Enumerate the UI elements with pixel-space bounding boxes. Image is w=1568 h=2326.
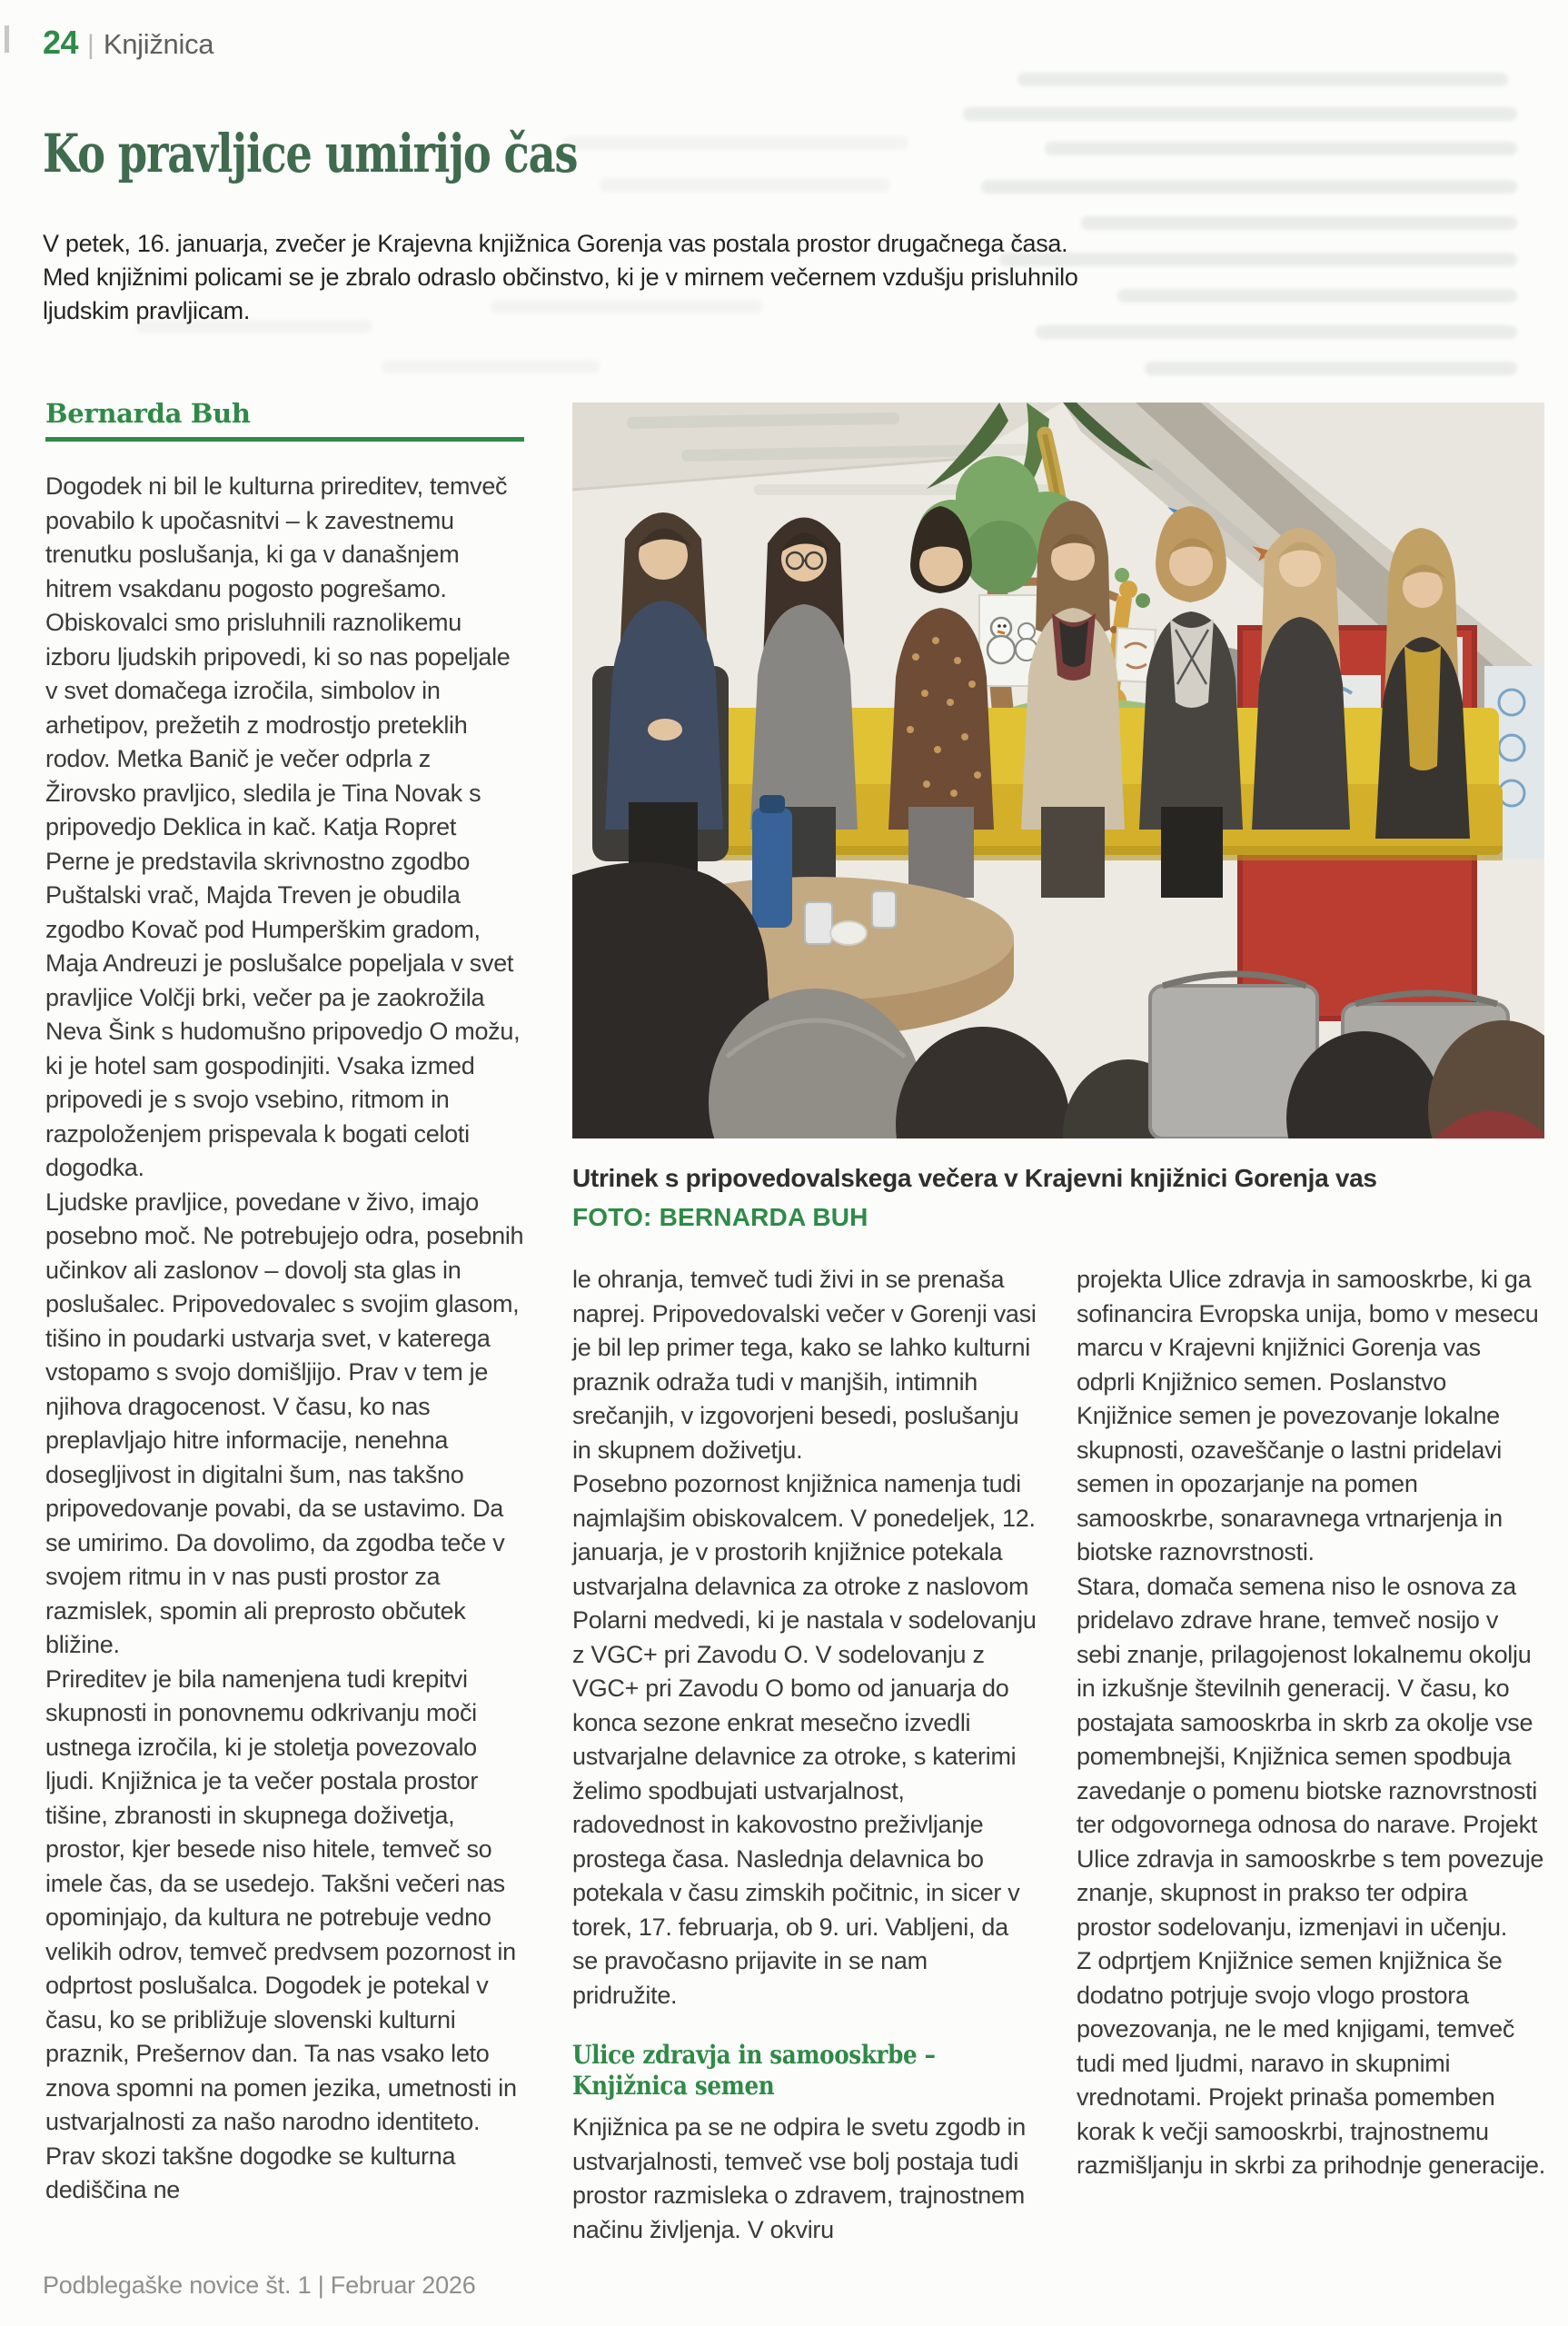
paragraph: Dogodek ni bil le kulturna prireditev, temveč povabilo k upočasnitvi – k zavestnemu trenutku poslušanja, ki ga v današnjem hitrem vsakdanu pogosto pogrešamo.: [45, 472, 508, 602]
scan-artifact: [5, 25, 9, 53]
paragraph: Posebno pozornost knjižnica namenja tudi najmlajšim obiskovalcem. V ponedeljek, 12. januarja, je v prostorih knjižnice potekala ustvarjalna delavnica za otroke z naslovom Polarni medvedi, ki je nastala v sodelovanju z VGC+ pri Zavodu O. V sodelovanju z VGC+ pri Zavodu O bomo od januarja do konca sezone enkrat mesečno izvedli ustvarjalne delavnice za otroke, s katerimi želimo spodbujati ustvarjalnost, radovednost in kakovostno preživljanje prostega časa. Naslednja delavnica bo potekala v času zimskih počitnic, in sicer v torek, 17. februarja, ob 9. uri. Vabljeni, da se pravočasno prijavite in se nam pridružite.: [572, 1470, 1037, 2009]
page-header: [43, 24, 213, 62]
paragraph: le ohranja, temveč tudi živi in se prenaša naprej. Pripovedovalski večer v Gorenji vasi je bil lep primer tega, kako se lahko kulturni praznik odraža tudi v manjših, intimnih srečanjih, v izgovorjeni besedi, poslušanju in skupnem doživetju.: [572, 1266, 1037, 1464]
section-title: Knjižnica: [103, 28, 214, 60]
bleedthrough-artifact: [963, 107, 1517, 121]
page-footer: Podblegaške novice št. 1 | Februar 2026: [43, 2271, 476, 2299]
photo-caption: Utrinek s pripovedovalskega večera v Krajevni knjižnici Gorenja vas: [572, 1164, 1377, 1192]
bleedthrough-artifact: [981, 180, 1517, 194]
author-byline: Bernarda Buh: [45, 398, 251, 429]
bleedthrough-artifact: [1045, 142, 1517, 155]
column-3: [1077, 1263, 1545, 2183]
article-title: Ko pravljice umirijo čas: [43, 122, 578, 184]
bleedthrough-artifact: [382, 360, 600, 373]
paragraph: projekta Ulice zdravja in samooskrbe, ki ga sofinancira Evropska unija, bomo v mesecu marcu v Krajevni knjižnici Gorenja vas odprli Knjižnico semen. Poslanstvo Knjižnice semen je povezovanje lokalne skupnosti, ozaveščanje o lastni pridelavi semen in opozarjanje na pomen samooskrbe, sonaravnega vrtnarjenja in biotske raznovrstnosti.: [1077, 1266, 1539, 1566]
page-number: 24: [43, 24, 79, 61]
column-1: [45, 470, 525, 2208]
paragraph: Ljudske pravljice, povedane v živo, imajo posebno moč. Ne potrebujejo odra, posebnih učinkov ali zaslonov – dovolj sta glas in poslušalec. Pripovedovalec s svojim glasom, tišino in poudarki ustvarja svet, v katerega vstopamo s svojo domišljijo. Prav v tem je njihova dragocenost. V času, ko nas preplavljajo hitre informacije, nenehna dosegljivost in digitalni šum, nas takšno pripovedovanje povabi, da se ustavimo. Da se umirimo. Da dovolimo, da zgodba teče v svojem ritmu in v nas pusti prostor za razmislek, spomin ali preprosto občutek bližine.: [45, 1188, 524, 1658]
paragraph: Knjižnica pa se ne odpira le svetu zgodb in ustvarjalnosti, temveč vse bolj postaja tudi prostor razmisleka o zdravem, trajnostnem načinu življenja. V okviru: [572, 2113, 1026, 2243]
paragraph: Z odprtjem Knjižnice semen knjižnica še dodatno potrjuje svojo vlogo prostora povezovanja, ne le med knjigami, temveč tudi med ljudmi, naravo in skupnimi vrednotami. Projekt prinaša pomemben korak k večji samooskrbi, trajnostnemu razmišljanju in skrbi za prihodnje generacije.: [1077, 1947, 1545, 2179]
article-photo-illustration: [572, 403, 1544, 1138]
bleedthrough-artifact: [1017, 73, 1508, 86]
paragraph: Prireditev je bila namenjena tudi krepitvi skupnosti in ponovnemu odkrivanju moči ustnega izročila, ki je stoletja povezovalo ljudi. Knjižnica je ta večer postala prostor tišine, zbranosti in skupnega doživetja, prostor, kjer besede niso hitele, temveč so imele čas, da se usedejo. Takšni večeri nas opominjajo, da kultura ne potrebuje vedno velikih odrov, temveč predvsem pozornost in odprtost poslušalca. Dogodek je potekal v času, ko se približuje slovenski kulturni praznik, Prešernov dan. Ta nas vsako leto znova spomni na pomen jezika, umetnosti in ustvarjalnosti za našo narodno identiteto. Prav skozi takšne dogodke se kulturna dediščina ne: [45, 1665, 517, 2203]
article-photo: [572, 403, 1544, 1138]
subheading: Ulice zdravja in samooskrbe – Knjižnica semen: [572, 2040, 936, 2101]
header-separator: |: [87, 30, 94, 60]
bleedthrough-artifact: [1081, 216, 1517, 230]
article-lead: V petek, 16. januarja, zvečer je Krajevna knjižnica Gorenja vas postala prostor drugačnega časa. Med knjižnimi policami se je zbralo odraslo občinstvo, ki je v mirnem večernem vzdušju prisluhnilo ljudskim pravljicam.: [43, 230, 1078, 324]
paragraph: Obiskovalci smo prisluhnili raznolikemu izboru ljudskih pripovedi, ki so nas popeljale v svet domačega izročila, simbolov in arhetipov, prežetih z modrostjo preteklih rodov. Metka Banič je večer odprla z Žirovsko pravljico, sledila je Tina Novak s pripovedjo Deklica in kač. Katja Ropret Perne je predstavila skrivnostno zgodbo Puštalski vrač, Majda Treven je obudila zgodbo Kovač pod Humperškim gradom, Maja Andreuzi je poslušalce popeljala v svet pravljice Volčji brki, večer pa je zaokrožila Neva Šink s hudomušno pripovedjo O možu, ki je hotel sam gospodinjiti. Vsaka izmed pripovedi je s svojo vsebino, ritmom in razpoloženjem prispevala k bogati celoti dogodka.: [45, 609, 521, 1181]
paragraph: Stara, domača semena niso le osnova za pridelavo zdrave hrane, temveč nosijo v sebi znanje, prilagojenost lokalnemu okolju in izkušnje številnih generacij. V času, ko postajata samooskrba in skrb za okolje vse pomembnejši, Knjižnica semen spodbuja zavedanje o pomenu biotske raznovrstnosti ter odgovornega odnosa do narave. Projekt Ulice zdravja in samooskrbe s tem povezuje znanje, skupnost in prakso ter odpira prostor sodelovanju, izmenjavi in učenju.: [1077, 1572, 1544, 1941]
bleedthrough-artifact: [1117, 289, 1517, 303]
byline-rule: [45, 437, 524, 442]
bleedthrough-artifact: [1145, 362, 1517, 375]
bleedthrough-artifact: [1036, 325, 1517, 339]
column-2: [572, 1263, 1037, 2247]
photo-credit: FOTO: BERNARDA BUH: [572, 1203, 868, 1231]
